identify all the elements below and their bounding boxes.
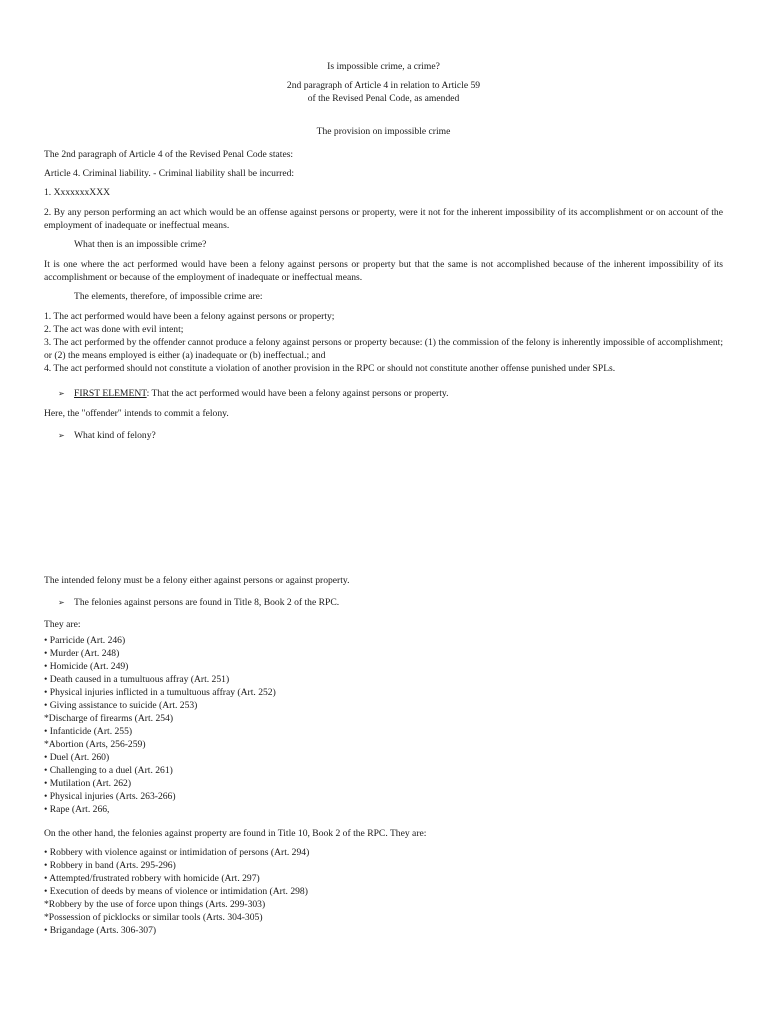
list-item: • Mutilation (Art. 262) — [44, 778, 132, 789]
list-item: • Robbery in band (Arts. 295-296) — [44, 860, 176, 871]
what-kind-question: What kind of felony? — [74, 430, 156, 441]
list-item: • Rape (Art. 266, — [44, 804, 110, 815]
list-item: *Possession of picklocks or similar tools (Arts. 304-305) — [44, 912, 263, 923]
list-item: • Death caused in a tumultuous affray (Art. 251) — [44, 674, 230, 685]
document-subtitle-line1: 2nd paragraph of Article 4 in relation to Article 59 — [286, 80, 481, 91]
elements-intro: The elements, therefore, of impossible crime are: — [74, 291, 263, 302]
list-item: *Discharge of firearms (Art. 254) — [44, 713, 174, 724]
intended-felony-text: The intended felony must be a felony either against persons or against property. — [44, 575, 350, 586]
list-item: • Homicide (Art. 249) — [44, 661, 129, 672]
document-title: Is impossible crime, a crime? — [327, 61, 440, 72]
impossible-crime-definition: It is one where the act performed would have been a felony against persons or property but that the same is not accomplished because of the inherent impossibility of its accomplishment or because of the employment of inadequate or ineffectual means. — [44, 259, 723, 283]
list-item: • Brigandage (Arts. 306-307) — [44, 925, 157, 936]
element-3: 3. The act performed by the offender cannot produce a felony against persons or property because: (1) the commission of the felony is inherently impossible of accomplishment; or (2) the means employed is either (a) inadequate or (b) ineffectual.; and — [44, 337, 723, 361]
arrow-bullet-icon: ➢ — [58, 431, 65, 440]
list-item: • Duel (Art. 260) — [44, 752, 110, 763]
document-subtitle-line2: of the Revised Penal Code, as amended — [307, 93, 460, 104]
arrow-bullet-icon: ➢ — [58, 389, 65, 398]
property-felonies-intro: On the other hand, the felonies against property are found in Title 10, Book 2 of the RPC. They are: — [44, 828, 427, 839]
article-item-1: 1. XxxxxxxXXX — [44, 187, 111, 198]
list-item: • Challenging to a duel (Art. 261) — [44, 765, 173, 776]
they-are-label: They are: — [44, 619, 81, 630]
list-item: • Execution of deeds by means of violence or intimidation (Art. 298) — [44, 886, 308, 897]
list-item: • Physical injuries (Arts. 263-266) — [44, 791, 176, 802]
list-item: • Giving assistance to suicide (Art. 253) — [44, 700, 198, 711]
first-element-label: FIRST ELEMENT — [74, 388, 147, 399]
first-element-text-wrap — [74, 387, 448, 400]
element-4: 4. The act performed should not constitute a violation of another provision in the RPC or should not constitute another offense punished under SPLs. — [44, 363, 616, 374]
article-item-2: 2. By any person performing an act which would be an offense against persons or property, were it not for the inherent impossibility of its accomplishment or on account of the employment of inadequate or ineffectual means. — [44, 207, 723, 231]
list-item: • Attempted/frustrated robbery with homicide (Art. 297) — [44, 873, 260, 884]
article-heading: Article 4. Criminal liability. - Criminal liability shall be incurred: — [44, 168, 295, 179]
persons-felonies-text: The felonies against persons are found in Title 8, Book 2 of the RPC. — [74, 597, 340, 608]
first-element-description: : That the act performed would have been a felony against persons or property. — [146, 388, 449, 399]
arrow-bullet-icon: ➢ — [58, 598, 65, 607]
list-item: *Robbery by the use of force upon things (Arts. 299-303) — [44, 899, 266, 910]
list-item: • Physical injuries inflicted in a tumultuous affray (Art. 252) — [44, 687, 276, 698]
element-2: 2. The act was done with evil intent; — [44, 324, 184, 335]
list-item: *Abortion (Arts, 256-259) — [44, 739, 146, 750]
question-what-is-impossible-crime: What then is an impossible crime? — [74, 239, 207, 250]
offender-intent-text: Here, the "offender" intends to commit a felony. — [44, 408, 229, 419]
list-item: • Robbery with violence against or intimidation of persons (Art. 294) — [44, 847, 310, 858]
list-item: • Infanticide (Art. 255) — [44, 726, 133, 737]
section-title: The provision on impossible crime — [316, 126, 451, 137]
list-item: • Murder (Art. 248) — [44, 648, 120, 659]
intro-paragraph: The 2nd paragraph of Article 4 of the Revised Penal Code states: — [44, 149, 294, 160]
element-1: 1. The act performed would have been a felony against persons or property; — [44, 311, 335, 322]
list-item: • Parricide (Art. 246) — [44, 635, 126, 646]
